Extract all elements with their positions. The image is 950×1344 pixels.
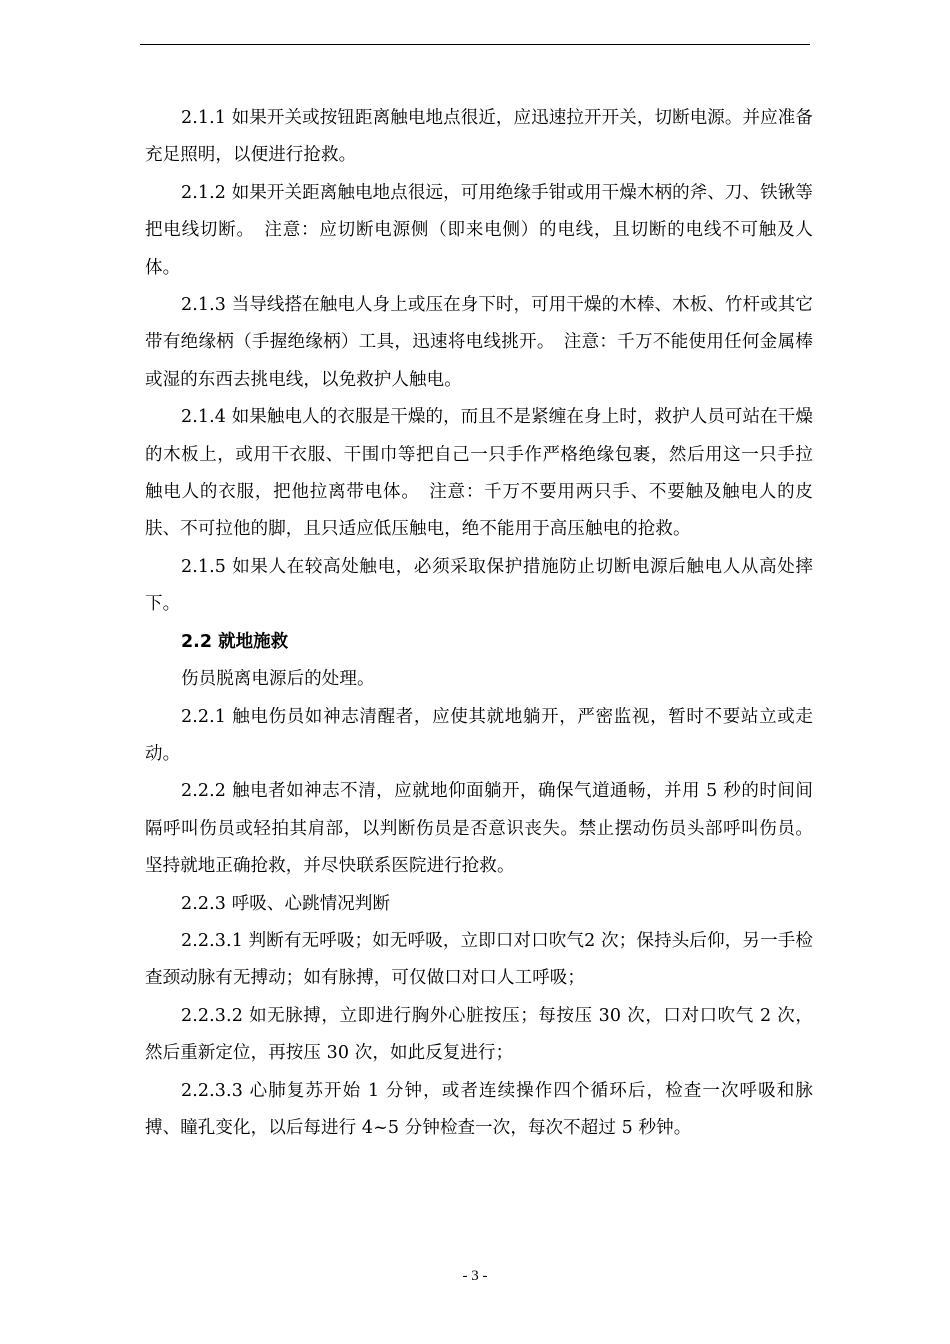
para-2-2-3-3: 2.2.3.3 心肺复苏开始 1 分钟，或者连续操作四个循环后，检查一次呼吸和脉搏、瞳孔变化，以后每进行 4~5 分钟检查一次，每次不超过 5 秒钟。 [145,1080,813,1138]
para-2-2-3: 2.2.3 呼吸、心跳情况判断 [181,893,391,914]
para-2-2-3-1: 2.2.3.1 判断有无呼吸；如无呼吸，立即口对口吹气2 次；保持头后仰，另一手检查颈动脉有无搏动；如有脉搏，可仅做口对口人工呼吸； [145,930,813,989]
para-2-2-1: 2.2.1 触电伤员如神志清醒者，应使其就地躺开，严密监视，暂时不要站立或走动。 [145,706,813,764]
document-body [145,100,813,1147]
para-2-1-1: 2.1.1 如果开关或按钮距离触电地点很近，应迅速拉开开关，切断电源。并应准备充足照明，以便进行抢救。 [145,108,813,166]
para-2-2-intro: 伤员脱离电源后的处理。 [181,669,375,690]
para-2-1-5: 2.1.5 如果人在较高处触电，必须采取保护措施防止切断电源后触电人从高处摔下。 [145,556,813,615]
para-2-1-2: 2.1.2 如果开关距离触电地点很远，可用绝缘手钳或用干燥木柄的斧、刀、铁锹等把电线切断。 注意：应切断电源侧（即来电侧）的电线，且切断的电线不可触及人体。 [145,182,813,278]
para-2-2-3-2: 2.2.3.2 如无脉搏，立即进行胸外心脏按压；每按压 30 次，口对口吹气 2 次，然后重新定位，再按压 30 次，如此反复进行； [145,1005,813,1064]
para-2-2-2: 2.2.2 触电者如神志不清，应就地仰面躺开，确保气道通畅，并用 5 秒的时间间隔呼叫伤员或轻拍其肩部，以判断伤员是否意识丧失。禁止摆动伤员头部呼叫伤员。坚持就地正确抢救，并尽快联系医院进行抢救。 [145,781,813,877]
para-2-1-4: 2.1.4 如果触电人的衣服是干燥的，而且不是紧缠在身上时，救护人员可站在干燥的木板上，或用干衣服、干围巾等把自己一只手作严格绝缘包裹，然后用这一只手拉触电人的衣服，把他拉离带电体。 注意：千万不要用两只手、不要触及触电人的皮肤、不可拉他的脚，且只适应低压触电，绝不能用于高压触电的抢救。 [145,407,813,540]
header-rule [140,44,810,45]
section-heading-2-2: 2.2 就地施救 [181,631,289,652]
para-2-1-3: 2.1.3 当导线搭在触电人身上或压在身下时，可用干燥的木棒、木板、竹杆或其它带有绝缘柄（手握绝缘柄）工具，迅速将电线挑开。 注意：千万不能使用任何金属棒或湿的东西去挑电线，以免救护人触电。 [145,295,813,390]
page-number: - 3 - [462,1268,488,1284]
